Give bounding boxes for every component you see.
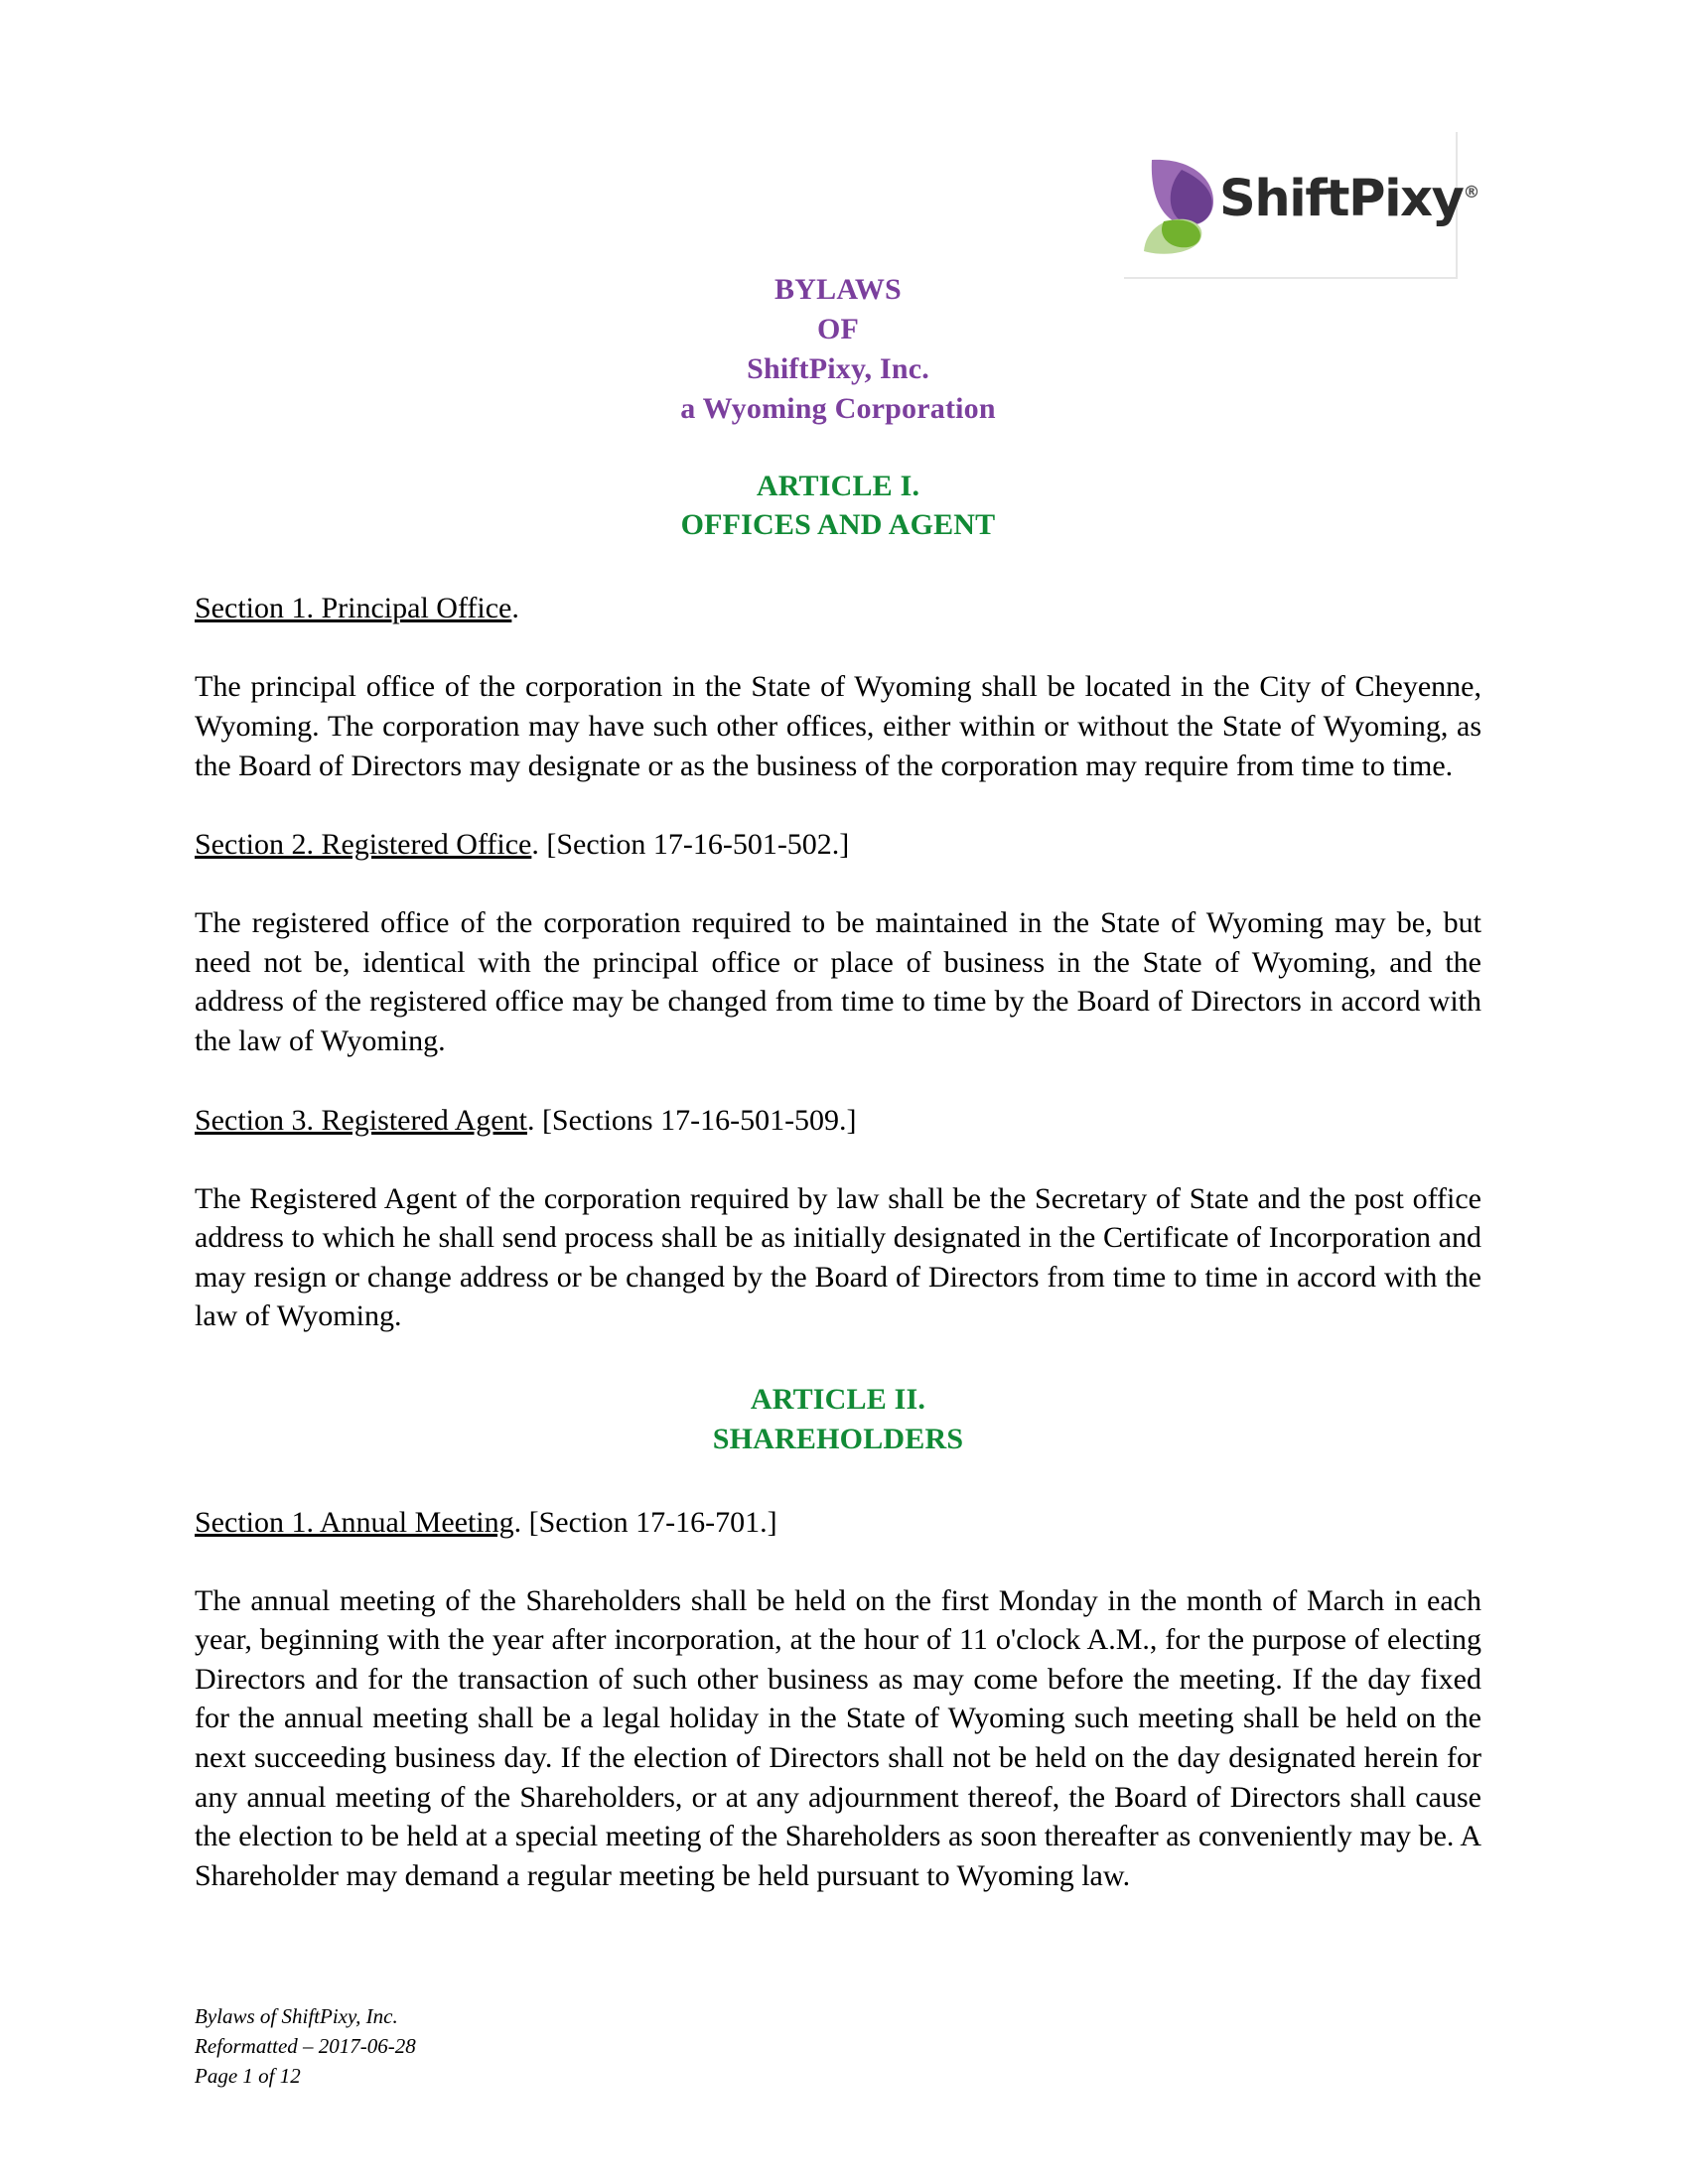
spacer xyxy=(195,429,1481,467)
spacer xyxy=(195,1542,1481,1581)
page-footer xyxy=(195,2002,416,2091)
article-1-title: OFFICES AND AGENT xyxy=(680,508,996,542)
paragraph-a2s1: The annual meeting of the Shareholders shall be held on the first Monday in the month of March in each year, beginning with the year after incorporation, at the hour of 11 o'clock A.M., for the purpose of electing Directors and for the transaction of such other business as may come before the meeting. If the day fixed for the annual meeting shall be a legal holiday in the State of Wyoming such meeting shall be held on the next succeeding business day. If the election of Directors shall not be held on the day designated herein for any annual meeting of the Shareholders, or at any adjournment thereof, the Board of Directors shall cause the election to be held at a special meeting of the Shareholders as soon thereafter as conveniently may be. A Shareholder may demand a regular meeting be held pursuant to Wyoming law. xyxy=(195,1583,1481,1892)
section-heading-a2s1 xyxy=(195,1503,1481,1542)
footer-document-name: Bylaws of ShiftPixy, Inc. xyxy=(195,2004,398,2028)
section-heading-a1s2-citation: . [Section 17-16-501-502.] xyxy=(531,828,850,862)
registered-trademark-icon: ® xyxy=(1463,183,1480,203)
title-line-jurisdiction: a Wyoming Corporation xyxy=(680,391,996,425)
spacer xyxy=(195,1061,1481,1101)
spacer xyxy=(195,1140,1481,1179)
section-heading-a2s1-label: Section 1. Annual Meeting xyxy=(195,1505,514,1539)
section-heading-a1s3-label: Section 3. Registered Agent xyxy=(195,1103,527,1137)
spacer xyxy=(195,627,1481,667)
section-heading-a1s3 xyxy=(195,1101,1481,1140)
footer-reformatted-date: Reformatted – 2017-06-28 xyxy=(195,2033,416,2058)
spacer xyxy=(195,545,1481,589)
section-heading-a1s1 xyxy=(195,589,1481,627)
spacer xyxy=(195,1459,1481,1503)
document-body xyxy=(195,0,1481,1895)
article-1-number: ARTICLE I. xyxy=(756,469,920,502)
section-heading-a1s1-citation: . xyxy=(511,592,519,625)
section-heading-a1s1-label: Section 1. Principal Office xyxy=(195,592,512,625)
spacer xyxy=(195,864,1481,903)
article-2-title: SHAREHOLDERS xyxy=(712,1422,964,1455)
section-heading-a1s2 xyxy=(195,825,1481,864)
title-line-company: ShiftPixy, Inc. xyxy=(747,351,929,385)
spacer xyxy=(195,1336,1481,1380)
document-title xyxy=(195,270,1481,429)
paragraph-a1s1: The principal office of the corporation in the State of Wyoming shall be located in the City of Cheyenne, Wyoming. The corporation may have such other offices, either within or without the State of Wyoming, as the Board of Directors may designate or as the business of the corporation may require from time to time. xyxy=(195,670,1481,782)
spacer xyxy=(195,785,1481,825)
footer-page-number: Page 1 of 12 xyxy=(195,2063,301,2088)
article-1-heading xyxy=(195,467,1481,546)
paragraph-a1s2: The registered office of the corporation required to be maintained in the State of Wyoming may be, but need not be, identical with the principal office or place of business in the State of Wyoming, and the address of the registered office may be changed from time to time by the Board of Directors in accord with the law of Wyoming. xyxy=(195,906,1481,1057)
title-line-bylaws: BYLAWS xyxy=(774,273,902,306)
article-2-heading xyxy=(195,1380,1481,1459)
section-heading-a2s1-citation: . [Section 17-16-701.] xyxy=(513,1505,777,1539)
logo-wordmark-text: ShiftPixy xyxy=(1219,170,1464,228)
title-line-of: OF xyxy=(816,312,860,345)
section-heading-a1s2-label: Section 2. Registered Office xyxy=(195,828,532,862)
paragraph-a1s3: The Registered Agent of the corporation required by law shall be the Secretary of State and the post office address to which he shall send process shall be as initially designated in the Certificate of Incorporation and may resign or change address or be changed by the Board of Directors from time to time in accord with the law of Wyoming. xyxy=(195,1181,1481,1333)
article-2-number: ARTICLE II. xyxy=(750,1382,926,1416)
section-heading-a1s3-citation: . [Sections 17-16-501-509.] xyxy=(526,1103,857,1137)
